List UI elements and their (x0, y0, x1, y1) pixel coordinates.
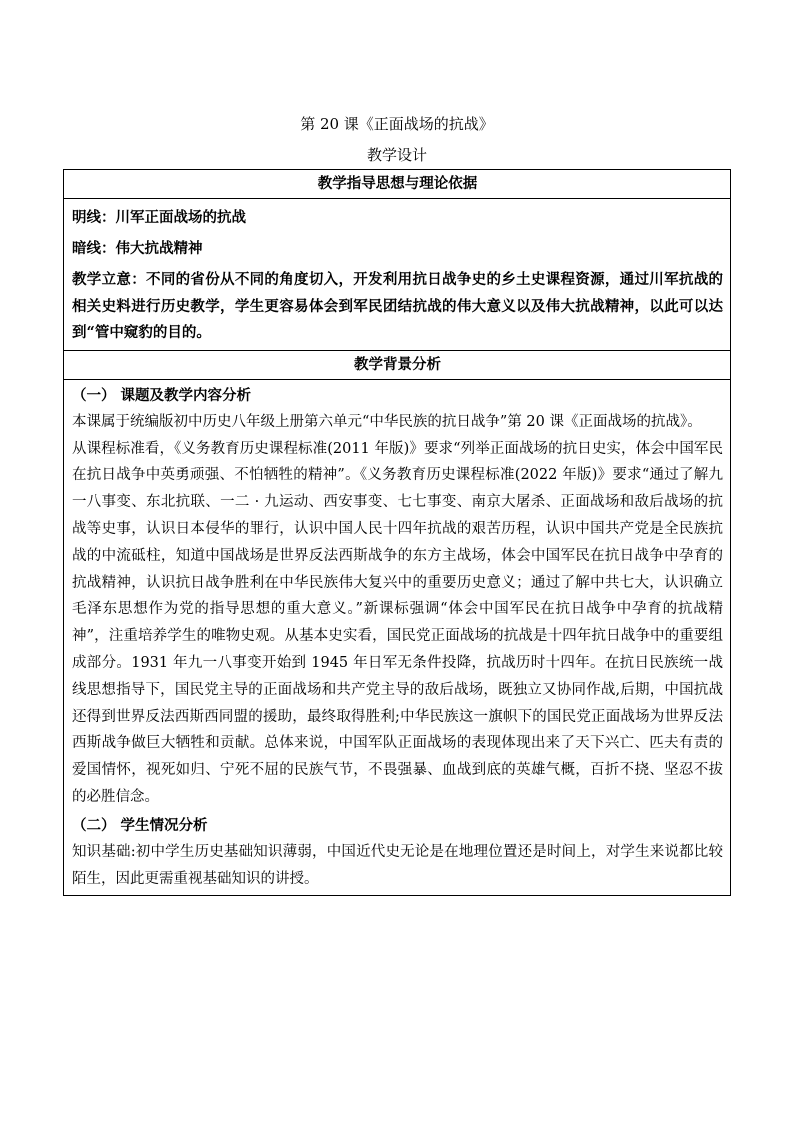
table-row (64, 350, 731, 379)
hidden-thread-line: 暗线：伟大抗战精神 (72, 240, 203, 257)
knowledge-basis-paragraph: 知识基础:初中学生历史基础知识薄弱，中国近代史无论是在地理位置还是时间上，对学生来说都比较陌生，因此更需重视基础知识的讲授。 (72, 843, 723, 887)
table-row (64, 199, 731, 351)
subsection-title-content-analysis: （一） 课题及教学内容分析 (72, 386, 252, 404)
document-subtitle: 教学设计 (366, 146, 427, 164)
section-heading-guiding-ideas: 教学指导思想与理论依据 (64, 170, 731, 199)
lesson-title: 第 20 课《正面战场的抗战》 (300, 115, 494, 133)
guiding-ideas-cell (64, 199, 731, 351)
teaching-intent-paragraph: 教学立意：不同的省份从不同的角度切入，开发利用抗日战争史的乡土史课程资源，通过川军抗战的相关史料进行历史教学，学生更容易体会到军民团结抗战的伟大意义以及伟大抗战精神，以此可以达到“管中窥豹的目的。 (72, 271, 723, 342)
curriculum-standard-paragraph: 从课程标准看，《义务教育历史课程标准(2011 年版)》要求“列举正面战场的抗日史实，体会中国军民在抗日战争中英勇顽强、不怕牺牲的精神”。《义务教育历史课程标准(2022 年版)》要求“通过了解九一八事变、东北抗联、一二 · 九运动、西安事变、七七事变、南京大屠杀、正面战场和敌后战场的抗战等史事，认识日本侵华的罪行，认识中国人民十四年抗战的艰苦历程，认识中国共产党是全民族抗战的中流砥柱，知道中国战场是世界反法西斯战争的东方主战场，体会中国军民在抗日战争中孕育的抗战精神，认识抗日战争胜利在中华民族伟大复兴中的重要历史意义；通过了解中共七大，认识确立毛泽东思想作为党的指导思想的重大意义。”新课标强调“体会中国军民在抗日战争中孕育的抗战精神”，注重培养学生的唯物史观。从基本史实看，国民党正面战场的抗战是十四年抗日战争中的重要组成部分。1931 年九一八事变开始到 1945 年日军无条件投降，抗战历时十四年。在抗日民族统一战线思想指导下，国民党主导的正面战场和共产党主导的敌后战场，既独立又协同作战,后期，中国抗战还得到世界反法西斯西同盟的援助，最终取得胜利;中华民族这一旗帜下的国民党正面战场为世界反法西斯战争做巨大牺牲和贡献。总体来说，中国军队正面战场的表现体现出来了天下兴亡、匹夫有责的爱国情怀，视死如归、宁死不屈的民族气节，不畏强暴、血战到底的英雄气概，百折不挠、坚忍不拔的必胜信念。 (72, 440, 723, 805)
section-heading-background: 教学背景分析 (64, 350, 731, 379)
background-cell (64, 379, 731, 896)
course-info-paragraph: 本课属于统编版初中历史八年级上册第六单元“中华民族的抗日战争”第 20 课《正面战场的抗战》。 (72, 413, 702, 430)
table-row (64, 170, 731, 199)
main-thread-line: 明线：川军正面战场的抗战 (72, 209, 246, 226)
subsection-title-student-analysis: （二） 学生情况分析 (72, 816, 208, 834)
table-row (64, 379, 731, 896)
design-table (63, 169, 731, 896)
